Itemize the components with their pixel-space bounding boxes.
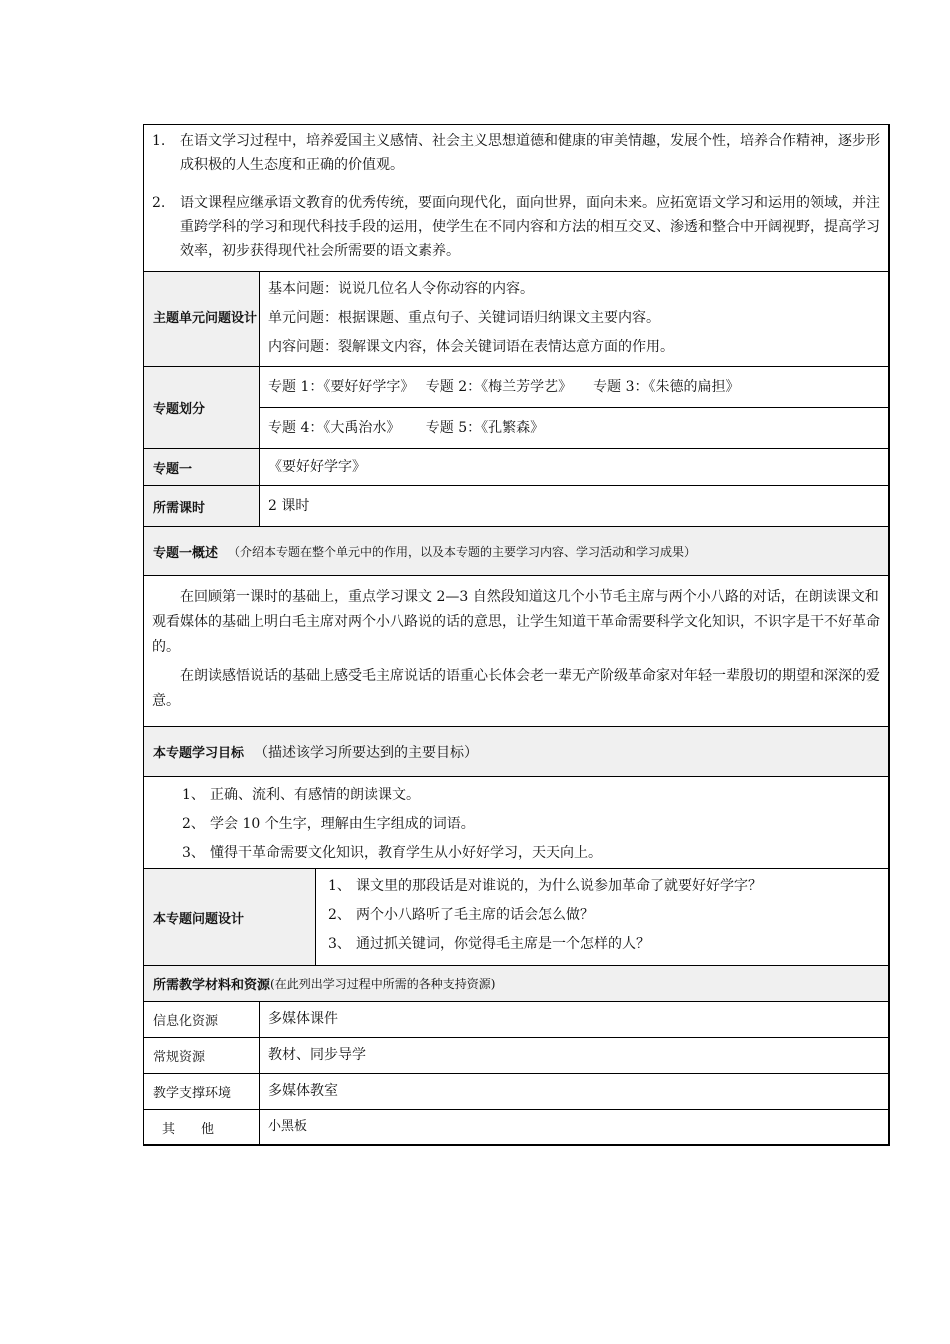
question-item-2: 2、 两个小八路听了毛主席的话会怎么做？ bbox=[328, 907, 594, 923]
overview-label: 专题一概述 bbox=[153, 545, 219, 561]
resource-label-other: 其 他 bbox=[144, 1110, 260, 1144]
overview-body bbox=[144, 576, 888, 726]
question-item-1: 1、 课文里的那段话是对谁说的，为什么说参加革命了就要好好学字？ bbox=[328, 878, 762, 894]
topic-division-cell bbox=[260, 367, 888, 448]
resource-value-other: 小黑板 bbox=[268, 1119, 308, 1134]
topic-division-line-2: 专题 4：《大禹治水》 专题 5：《孔繁森》 bbox=[260, 407, 888, 449]
question-design-row bbox=[144, 868, 888, 965]
intro-cell bbox=[144, 125, 888, 271]
overview-body-row bbox=[144, 575, 888, 726]
theme-question-basic: 基本问题：说说几位名人令你动容的内容。 bbox=[268, 281, 534, 297]
resource-row-other bbox=[144, 1109, 888, 1144]
goal-item-2: 2、 学会 10 个生字，理解由生字组成的词语。 bbox=[182, 816, 475, 832]
topic-one-row bbox=[144, 448, 888, 485]
question-design-list bbox=[316, 869, 888, 965]
resource-value-environment: 多媒体教室 bbox=[268, 1083, 338, 1099]
goal-item-1: 1、 正确、流利、有感情的朗读课文。 bbox=[182, 787, 420, 803]
overview-header bbox=[144, 527, 888, 575]
theme-questions-cell bbox=[260, 272, 888, 366]
goals-note: （描述该学习所要达到的主要目标） bbox=[254, 744, 479, 761]
question-design-label: 本专题问题设计 bbox=[144, 869, 316, 965]
goals-header bbox=[144, 727, 888, 776]
intro-item-1: 1. 在语文学习过程中，培养爱国主义感情、社会主义思想道德和健康的审美情趣，发展个性，培养合作精神，逐步形成积极的人生态度和正确的价值观。 bbox=[152, 133, 880, 173]
resources-header-row bbox=[144, 965, 888, 1001]
topic-division-row bbox=[144, 366, 888, 448]
overview-paragraph-2: 在朗读感悟说话的基础上感受毛主席说话的语重心长体会老一辈无产阶级革命家对年轻一辈殷切的期望和深深的爱意。 bbox=[152, 668, 880, 709]
resource-row-info bbox=[144, 1001, 888, 1037]
resource-row-environment bbox=[144, 1073, 888, 1109]
intro-item-2: 2. 语文课程应继承语文教育的优秀传统，要面向现代化，面向世界，面向未来。应拓宽语文学习和运用的领域，并注重跨学科的学习和现代科技手段的运用，使学生在不同内容和方法的相互交叉、渗透和整合中开阔视野，提高学习效率，初步获得现代社会所需要的语文素养。 bbox=[152, 195, 880, 259]
theme-questions-row bbox=[144, 271, 888, 366]
topic-one-label: 专题一 bbox=[144, 449, 260, 485]
intro-row bbox=[144, 125, 888, 271]
theme-question-unit: 单元问题：根据课题、重点句子、关键词语归纳课文主要内容。 bbox=[268, 310, 660, 326]
theme-question-content: 内容问题：裂解课文内容，体会关键词语在表情达意方面的作用。 bbox=[268, 339, 674, 355]
goal-item-3: 3、 懂得干革命需要文化知识，教育学生从小好好学习，天天向上。 bbox=[182, 845, 602, 861]
question-item-3: 3、 通过抓关键词，你觉得毛主席是一个怎样的人？ bbox=[328, 936, 650, 952]
overview-header-row bbox=[144, 526, 888, 575]
goals-list bbox=[144, 777, 888, 868]
goals-body-row bbox=[144, 776, 888, 868]
resources-label: 所需教学材料和资源 bbox=[153, 978, 271, 993]
resource-row-regular bbox=[144, 1037, 888, 1073]
resource-value-regular: 教材、同步导学 bbox=[268, 1047, 366, 1063]
class-hours-label: 所需课时 bbox=[144, 486, 260, 526]
class-hours-row bbox=[144, 485, 888, 526]
goals-label: 本专题学习目标 bbox=[153, 746, 245, 761]
class-hours-value: 2 课时 bbox=[268, 498, 310, 514]
topic-division-label: 专题划分 bbox=[144, 367, 260, 448]
topic-division-line-1: 专题 1：《要好好学字》 专题 2：《梅兰芳学艺》 专题 3：《朱德的扁担》 bbox=[268, 379, 740, 395]
goals-header-row bbox=[144, 726, 888, 776]
resource-value-info: 多媒体课件 bbox=[268, 1011, 338, 1027]
overview-paragraph-1: 在回顾第一课时的基础上，重点学习课文 2—3 自然段知道这几个小节毛主席与两个小八路的对话，在朗读课文和观看媒体的基础上明白毛主席对两个小八路说的话的意思，让学生知道干革命需要科学文化知识，不识字是干不好革命的。 bbox=[152, 589, 880, 655]
topic-one-value: 《要好好学字》 bbox=[268, 459, 366, 475]
lesson-plan-table bbox=[143, 124, 890, 1146]
overview-note: （介绍本专题在整个单元中的作用，以及本专题的主要学习内容、学习活动和学习成果） bbox=[228, 544, 697, 559]
resources-header bbox=[144, 966, 888, 1001]
resource-label-environment: 教学支撑环境 bbox=[144, 1074, 260, 1109]
resource-label-regular: 常规资源 bbox=[144, 1038, 260, 1073]
resource-label-info: 信息化资源 bbox=[144, 1002, 260, 1037]
theme-questions-label: 主题单元问题设计 bbox=[144, 272, 260, 366]
resources-note: (在此列出学习过程中所需的各种支持资源) bbox=[270, 977, 496, 991]
